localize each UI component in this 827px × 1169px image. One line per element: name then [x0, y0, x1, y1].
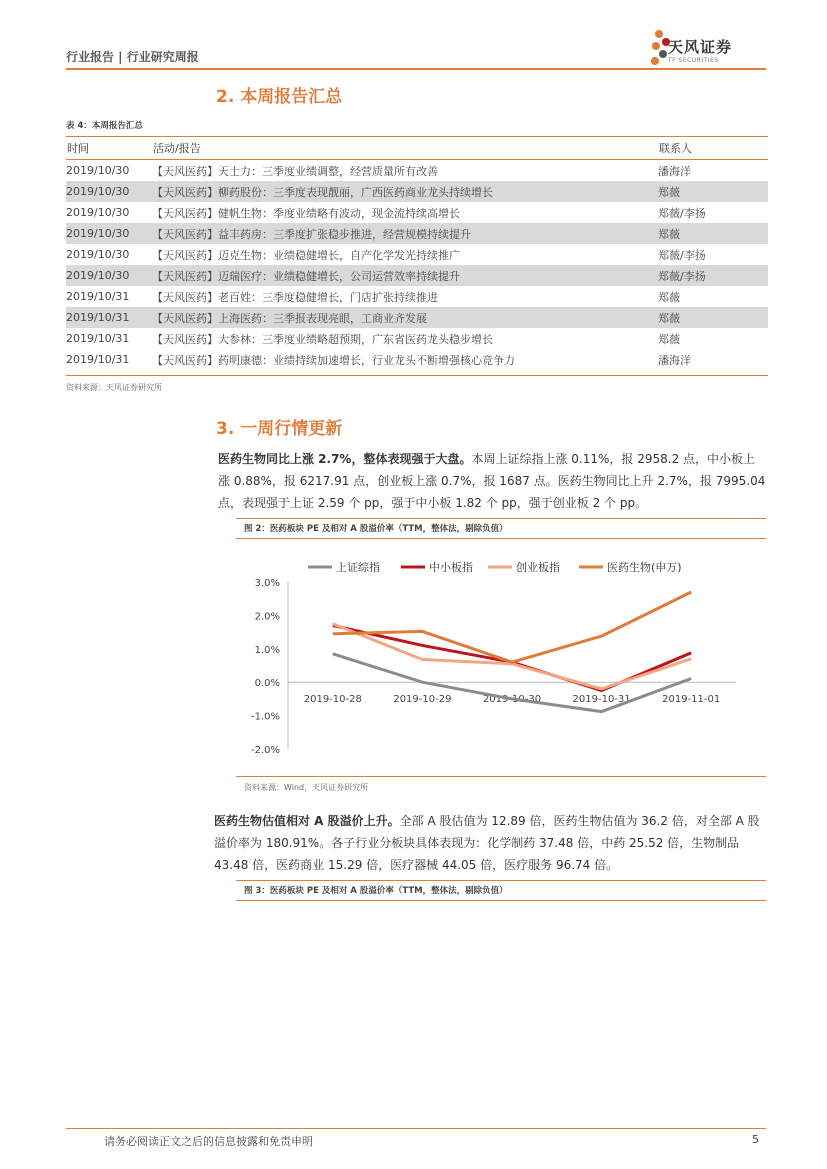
y-tick-label: 2.0% — [254, 611, 280, 623]
x-tick-label: 2019-10-30 — [482, 694, 542, 706]
cell-date: 2019/10/30 — [66, 206, 130, 219]
report-table — [66, 137, 768, 370]
figure-3-caption: 图 3：医药板块 PE 及相对 A 股溢价率（TTM，整体法，剔除负值） — [244, 886, 508, 896]
cell-date: 2019/10/30 — [66, 164, 130, 177]
cell-title: 【天风医药】天士力：三季度业绩调整，经营质量所有改善 — [152, 164, 438, 178]
legend-label: 医药生物(申万) — [607, 561, 682, 574]
col-header-date: 时间 — [66, 137, 152, 160]
cell-contact: 郑薇/李扬 — [658, 206, 706, 220]
cell-contact: 郑薇 — [658, 223, 768, 244]
paragraph-market-lead: 医药生物同比上涨 2.7%，整体表现强于大盘。 — [218, 452, 472, 466]
table-row — [66, 307, 768, 328]
table-row — [66, 244, 768, 265]
x-tick-label: 2019-10-29 — [393, 694, 452, 706]
cell-date: 2019/10/30 — [66, 181, 152, 202]
paragraph-valuation — [214, 810, 762, 876]
y-tick-label: 0.0% — [254, 678, 280, 690]
table-row — [66, 160, 768, 182]
table-row — [66, 265, 768, 286]
y-tick-label: 1.0% — [254, 644, 280, 656]
table-source: 资料来源：天风证券研究所 — [66, 383, 162, 392]
paragraph-market-body: 本周上证综指上涨 0.11%，报 2958.2 点，中小板上涨 0.88%，报 6217.91 点，创业板上涨 0.7%，报 1687 点。医药生物同比上升 2.7%，报 7995.04 点，表现强于上证 2.59 个 pp，强于中小板 1.82 个 pp，强于创业板 2 个 pp。 — [218, 452, 766, 510]
cell-date: 2019/10/31 — [66, 332, 130, 345]
x-tick-label: 2019-10-28 — [303, 694, 362, 706]
y-tick-label: -2.0% — [250, 745, 280, 756]
legend-label: 上证综指 — [336, 561, 380, 574]
table-row — [66, 202, 768, 223]
cell-title: 【天风医药】迈克生物：业绩稳健增长，自产化学发光持续推广 — [152, 248, 460, 262]
cell-contact: 郑薇 — [658, 332, 680, 346]
chart-legend — [308, 560, 682, 574]
col-header-report: 活动/报告 — [152, 137, 658, 160]
legend-label: 中小板指 — [429, 561, 473, 574]
series-line-3 — [333, 592, 691, 662]
cell-title: 【天风医药】益丰药房：三季度扩张稳步推进，经营规模持续提升 — [152, 223, 658, 244]
cell-title: 【天风医药】老百姓：三季度稳健增长，门店扩张持续推进 — [152, 290, 438, 304]
paragraph-market — [218, 448, 766, 514]
paragraph-valuation-lead: 医药生物估值相对 A 股溢价上升。 — [214, 814, 400, 828]
cell-contact: 潘海洋 — [658, 164, 691, 178]
paragraph-valuation-body: 全部 A 股估值为 12.89 倍，医药生物估值为 36.2 倍，对全部 A 股溢价率为 180.91%。各子行业分板块具体表现为：化学制药 37.48 倍，中药 25.52 倍，生物制品 43.48 倍，医药商业 15.29 倍，医疗器械 44.05 倍，医疗服务 96.74 倍。 — [214, 814, 760, 872]
figure-2-top-rule — [236, 518, 766, 519]
table-bottom-rule — [66, 375, 768, 376]
figure-2-caption-rule — [236, 538, 766, 539]
cell-contact: 潘海洋 — [658, 353, 691, 367]
cell-contact: 郑薇 — [658, 290, 680, 304]
section-2-title: 2. 本周报告汇总 — [216, 87, 343, 107]
cell-title: 【天风医药】柳药股份：三季度表现靓丽，广西医药商业龙头持续增长 — [152, 181, 658, 202]
cell-title: 【天风医药】上海医药：三季报表现亮眼，工商业齐发展 — [152, 307, 658, 328]
line-chart — [236, 552, 766, 772]
cell-title: 【天风医药】健帆生物：季度业绩略有波动，现金流持续高增长 — [152, 206, 460, 220]
y-tick-label: -1.0% — [250, 711, 280, 723]
cell-contact: 郑薇/李扬 — [658, 265, 768, 286]
cell-title: 【天风医药】大参林：三季度业绩略超预期，广东省医药龙头稳步增长 — [152, 332, 493, 346]
figure-2-bottom-rule — [236, 776, 766, 777]
col-header-contact: 联系人 — [658, 137, 768, 160]
y-tick-label: 3.0% — [254, 578, 280, 589]
cell-title: 【天风医药】迈瑞医疗：业绩稳健增长，公司运营效率持续提升 — [152, 265, 658, 286]
header-breadcrumb: 行业报告 | 行业研究周报 — [66, 50, 199, 64]
figure-3-caption-rule — [236, 900, 766, 901]
logo-name: 天风证券 — [668, 38, 733, 56]
cell-date: 2019/10/30 — [66, 265, 152, 286]
cell-date: 2019/10/31 — [66, 290, 130, 303]
series-line-1 — [333, 625, 691, 690]
table-row — [66, 223, 768, 244]
x-tick-label: 2019-11-01 — [662, 694, 721, 706]
legend-label: 创业板指 — [516, 561, 560, 574]
cell-title: 【天风医药】药明康德：业绩持续加速增长，行业龙头不断增强核心竞争力 — [152, 353, 515, 367]
cell-contact: 郑薇 — [658, 181, 768, 202]
figure-2-source: 资料来源：Wind，天风证券研究所 — [244, 783, 369, 792]
cell-date: 2019/10/31 — [66, 353, 130, 366]
figure-2-caption: 图 2：医药板块 PE 及相对 A 股溢价率（TTM，整体法，剔除负值） — [244, 524, 508, 534]
table-caption: 表 4：本周报告汇总 — [66, 121, 143, 131]
logo-subtitle: TF SECURITIES — [668, 57, 719, 64]
section-3-title: 3. 一周行情更新 — [216, 419, 343, 439]
table-row — [66, 328, 768, 349]
page-number: 5 — [752, 1133, 759, 1146]
cell-date: 2019/10/30 — [66, 223, 152, 244]
table-row — [66, 349, 768, 370]
table-row — [66, 286, 768, 307]
y-axis — [251, 578, 288, 756]
cell-date: 2019/10/31 — [66, 307, 152, 328]
footer-divider — [66, 1128, 766, 1129]
cell-contact: 郑薇/李扬 — [658, 248, 706, 262]
footer-disclaimer: 请务必阅读正文之后的信息披露和免责申明 — [104, 1135, 313, 1148]
x-tick-label: 2019-10-31 — [572, 694, 631, 706]
figure-3-top-rule — [236, 880, 766, 881]
table-header-row — [66, 137, 768, 160]
table-row — [66, 181, 768, 202]
cell-contact: 郑薇 — [658, 307, 768, 328]
cell-date: 2019/10/30 — [66, 248, 130, 261]
